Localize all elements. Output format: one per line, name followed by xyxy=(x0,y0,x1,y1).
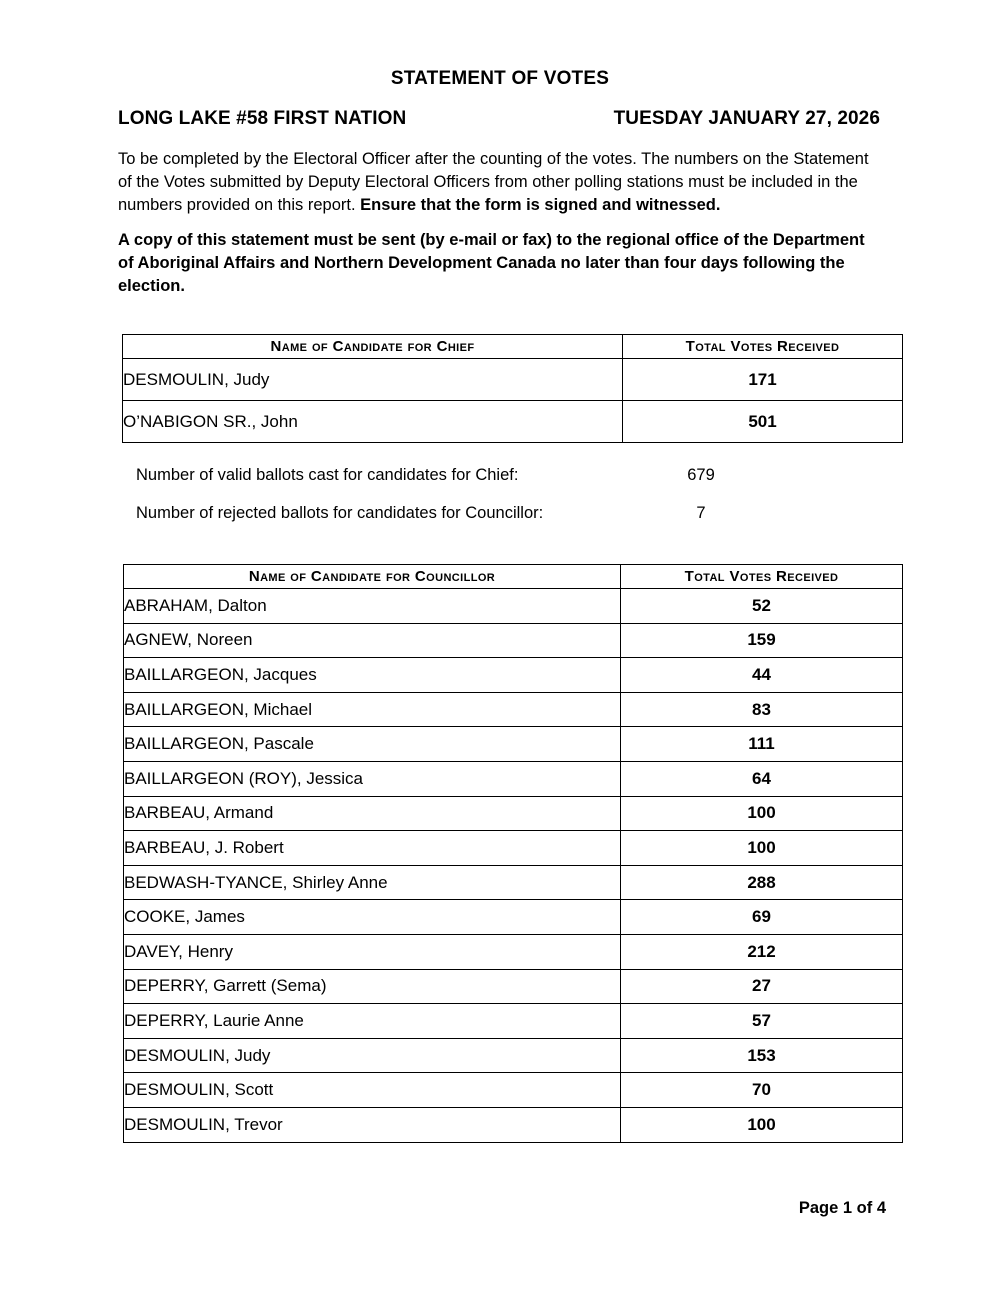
first-nation-name: LONG LAKE #58 FIRST NATION xyxy=(118,108,407,129)
chief-name-column-header: Name of Candidate for Chief xyxy=(123,335,623,359)
candidate-votes: 83 xyxy=(621,692,903,727)
table-row xyxy=(124,727,903,762)
table-row xyxy=(124,900,903,935)
chief-table-body xyxy=(123,359,903,443)
valid-ballots-row xyxy=(136,466,896,504)
candidate-name: DEPERRY, Laurie Anne xyxy=(124,1004,621,1039)
table-row xyxy=(124,589,903,624)
candidate-votes: 52 xyxy=(621,589,903,624)
intro-paragraph xyxy=(118,148,883,217)
candidate-votes: 288 xyxy=(621,865,903,900)
table-row xyxy=(124,934,903,969)
councillor-table-body xyxy=(124,589,903,1143)
candidate-name: BARBEAU, Armand xyxy=(124,796,621,831)
candidate-votes: 501 xyxy=(623,401,903,443)
candidate-votes: 69 xyxy=(621,900,903,935)
candidate-name: BAILLARGEON, Michael xyxy=(124,692,621,727)
table-row xyxy=(123,401,903,443)
intro-paragraph-text: To be completed by the Electoral Officer after the counting of the votes. The numbers on the Statement of the Votes submitted by Deputy Electoral Officers from other polling stations must be included in the numbers provided on this report. xyxy=(118,150,869,214)
election-date: TUESDAY JANUARY 27, 2026 xyxy=(613,108,880,129)
table-row xyxy=(124,623,903,658)
councillor-votes-table xyxy=(123,564,903,1143)
candidate-votes: 153 xyxy=(621,1038,903,1073)
table-row xyxy=(124,1004,903,1039)
candidate-name: BEDWASH-TYANCE, Shirley Anne xyxy=(124,865,621,900)
councillor-name-column-header: Name of Candidate for Councillor xyxy=(124,565,621,589)
table-row xyxy=(124,865,903,900)
candidate-votes: 100 xyxy=(621,1107,903,1142)
candidate-votes: 64 xyxy=(621,761,903,796)
rejected-ballots-row xyxy=(136,504,896,542)
candidate-votes: 171 xyxy=(623,359,903,401)
candidate-name: DEPERRY, Garrett (Sema) xyxy=(124,969,621,1004)
table-header-row xyxy=(124,565,903,589)
table-row xyxy=(124,761,903,796)
valid-ballots-value: 679 xyxy=(687,466,715,484)
councillor-votes-column-header: Total Votes Received xyxy=(621,565,903,589)
table-row xyxy=(124,831,903,866)
table-row xyxy=(124,1107,903,1142)
candidate-name: COOKE, James xyxy=(124,900,621,935)
intro-paragraph-emphasis: Ensure that the form is signed and witnessed. xyxy=(360,196,721,214)
rejected-ballots-value: 7 xyxy=(696,504,706,522)
candidate-name: DESMOULIN, Trevor xyxy=(124,1107,621,1142)
candidate-votes: 27 xyxy=(621,969,903,1004)
candidate-name: DESMOULIN, Judy xyxy=(124,1038,621,1073)
table-row xyxy=(123,359,903,401)
chief-votes-table xyxy=(122,334,903,443)
chief-votes-column-header: Total Votes Received xyxy=(623,335,903,359)
table-header-row xyxy=(123,335,903,359)
candidate-name: DAVEY, Henry xyxy=(124,934,621,969)
candidate-name: O’NABIGON SR., John xyxy=(123,401,623,443)
candidate-name: AGNEW, Noreen xyxy=(124,623,621,658)
valid-ballots-label: Number of valid ballots cast for candidates for Chief: xyxy=(136,466,519,484)
candidate-name: BARBEAU, J. Robert xyxy=(124,831,621,866)
candidate-votes: 212 xyxy=(621,934,903,969)
table-row xyxy=(124,658,903,693)
candidate-name: BAILLARGEON, Jacques xyxy=(124,658,621,693)
candidate-name: BAILLARGEON, Pascale xyxy=(124,727,621,762)
rejected-ballots-label: Number of rejected ballots for candidates for Councillor: xyxy=(136,504,544,522)
candidate-name: DESMOULIN, Scott xyxy=(124,1073,621,1108)
page-number-footer: Page 1 of 4 xyxy=(798,1199,886,1217)
candidate-votes: 100 xyxy=(621,831,903,866)
subheader xyxy=(118,108,880,130)
table-row xyxy=(124,692,903,727)
page-title: STATEMENT OF VOTES xyxy=(390,68,610,89)
table-row xyxy=(124,1038,903,1073)
table-row xyxy=(124,969,903,1004)
notice-paragraph: A copy of this statement must be sent (by e-mail or fax) to the regional office of the Department of Aboriginal Affairs and Northern Development Canada no later than four days following the election. xyxy=(118,231,865,295)
candidate-name: ABRAHAM, Dalton xyxy=(124,589,621,624)
ballot-summary xyxy=(136,466,896,542)
candidate-votes: 159 xyxy=(621,623,903,658)
candidate-votes: 44 xyxy=(621,658,903,693)
candidate-votes: 57 xyxy=(621,1004,903,1039)
table-row xyxy=(124,796,903,831)
candidate-name: DESMOULIN, Judy xyxy=(123,359,623,401)
table-row xyxy=(124,1073,903,1108)
candidate-votes: 100 xyxy=(621,796,903,831)
candidate-votes: 111 xyxy=(621,727,903,762)
candidate-name: BAILLARGEON (ROY), Jessica xyxy=(124,761,621,796)
candidate-votes: 70 xyxy=(621,1073,903,1108)
